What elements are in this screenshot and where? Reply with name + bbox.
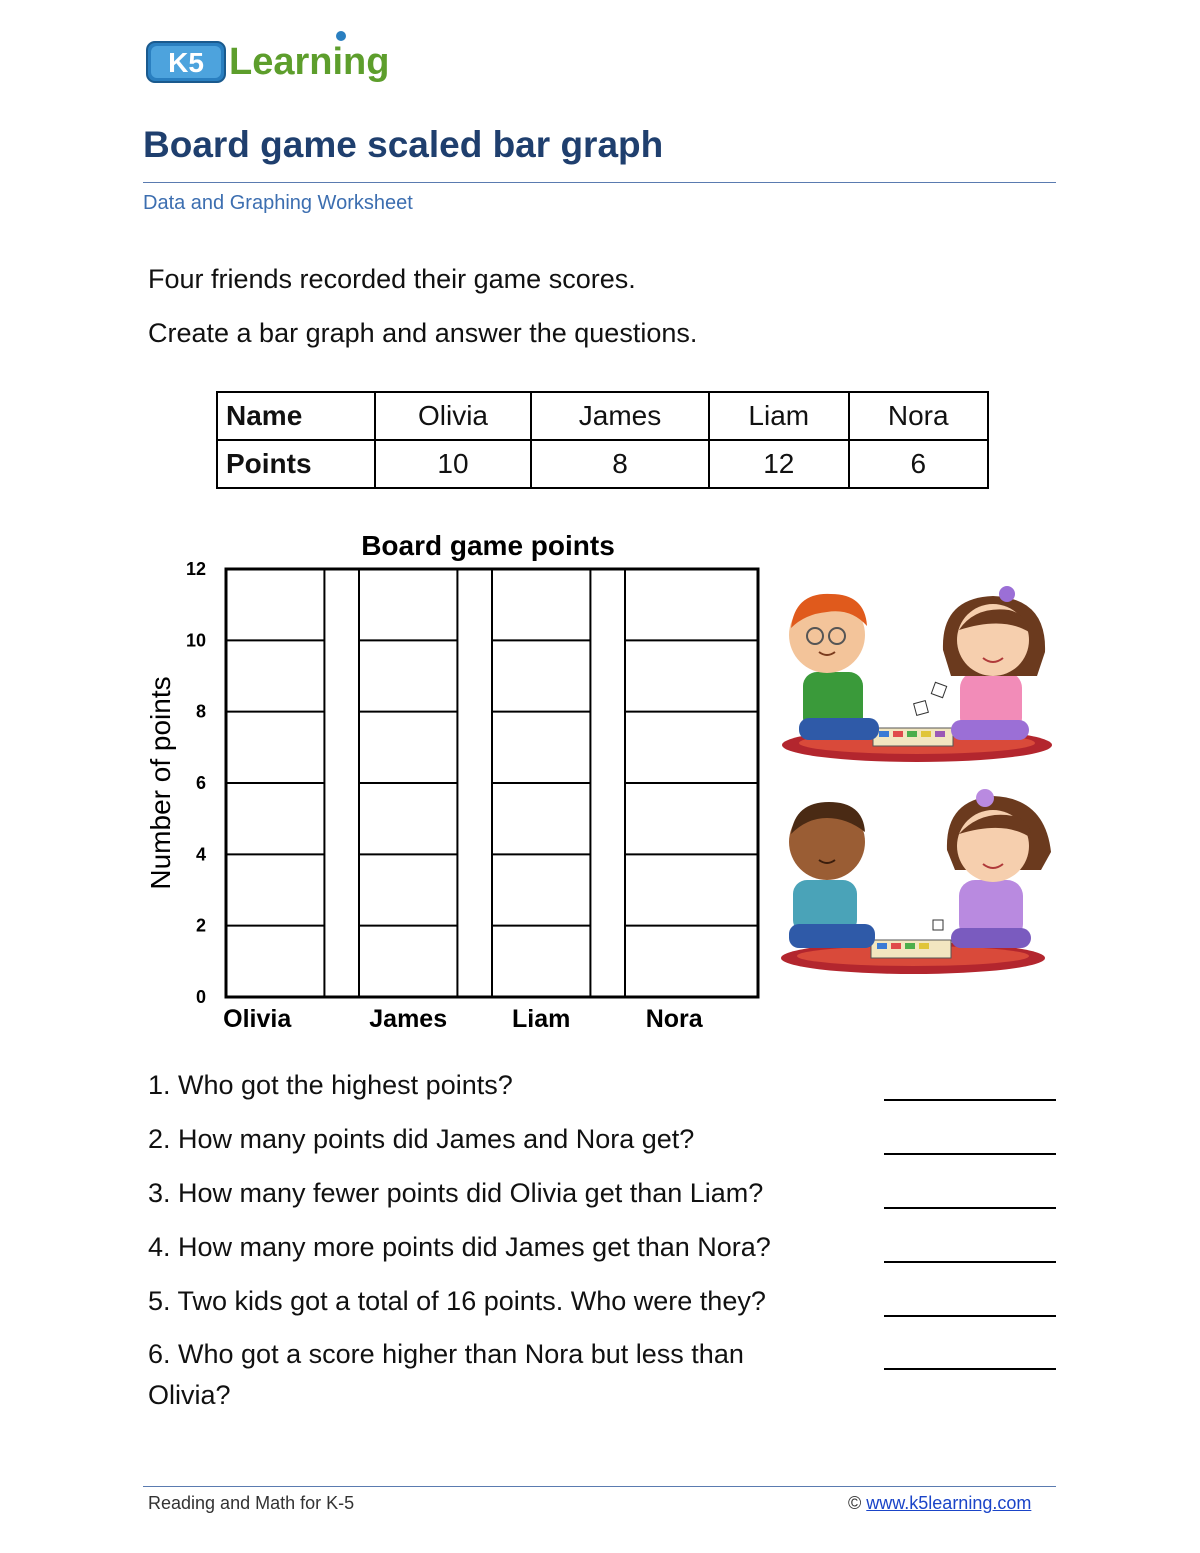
y-tick-label: 8 [195, 701, 206, 722]
answer-blank-1[interactable] [884, 1098, 1056, 1101]
header-divider [143, 182, 1056, 183]
y-axis-label: Number of points [145, 676, 176, 890]
question-6: 6. Who got a score higher than Nora but less than [148, 1339, 744, 1369]
points-cell-liam: 12 [709, 440, 848, 488]
y-tick-label: 2 [195, 915, 206, 936]
x-category-label: James [369, 1005, 448, 1033]
question-1: 1. Who got the highest points? [148, 1070, 513, 1100]
k5-learning-logo [145, 28, 405, 88]
intro-line-1: Four friends recorded their game scores. [148, 264, 636, 294]
name-cell-olivia: Olivia [375, 392, 531, 440]
points-cell-nora: 6 [849, 440, 989, 488]
copyright-symbol: © [848, 1493, 862, 1513]
chart-title: Board game points [361, 530, 615, 561]
name-row [217, 392, 988, 440]
question-2: 2. How many points did James and Nora get? [148, 1124, 695, 1154]
question-5: 5. Two kids got a total of 16 points. Who were they? [148, 1286, 766, 1316]
answer-blank-3[interactable] [884, 1206, 1056, 1209]
bar-graph [130, 525, 780, 1045]
logo-badge-text: K5 [168, 47, 204, 78]
score-table [216, 391, 989, 489]
answer-blank-2[interactable] [884, 1152, 1056, 1155]
footer-website-link[interactable]: www.k5learning.com [866, 1493, 1032, 1513]
intro-line-2: Create a bar graph and answer the questions. [148, 318, 698, 348]
y-tick-label: 12 [185, 559, 206, 579]
kids-playing-board-game-illustration [775, 580, 1060, 980]
row-label-name: Name [217, 392, 375, 440]
y-tick-label: 4 [195, 844, 206, 865]
points-cell-james: 8 [531, 440, 709, 488]
x-category-label: Liam [512, 1005, 571, 1033]
points-row [217, 440, 988, 488]
question-4: 4. How many more points did James get than Nora? [148, 1232, 771, 1262]
y-tick-label: 10 [185, 630, 206, 651]
question-3: 3. How many fewer points did Olivia get than Liam? [148, 1178, 764, 1208]
logo-wordmark: Learning [229, 41, 390, 83]
name-cell-liam: Liam [709, 392, 848, 440]
page-subtitle: Data and Graphing Worksheet [143, 192, 413, 214]
points-cell-olivia: 10 [375, 440, 531, 488]
row-label-points: Points [217, 440, 375, 488]
answer-blank-5[interactable] [884, 1314, 1056, 1317]
x-axis-categories [223, 1005, 704, 1033]
y-axis-ticks [186, 559, 206, 1007]
footer-copyright [848, 1493, 1031, 1514]
x-category-label: Olivia [223, 1005, 292, 1033]
footer-divider [143, 1486, 1056, 1487]
footer-tagline: Reading and Math for K-5 [148, 1493, 355, 1513]
question-6-continued: Olivia? [148, 1380, 231, 1410]
x-category-label: Nora [645, 1005, 703, 1033]
name-cell-nora: Nora [849, 392, 989, 440]
name-cell-james: James [531, 392, 709, 440]
page-title: Board game scaled bar graph [143, 124, 664, 165]
answer-blank-4[interactable] [884, 1260, 1056, 1263]
answer-blank-6[interactable] [884, 1367, 1056, 1370]
y-tick-label: 0 [195, 987, 206, 1007]
y-tick-label: 6 [195, 773, 206, 793]
graph-grid [226, 569, 758, 997]
